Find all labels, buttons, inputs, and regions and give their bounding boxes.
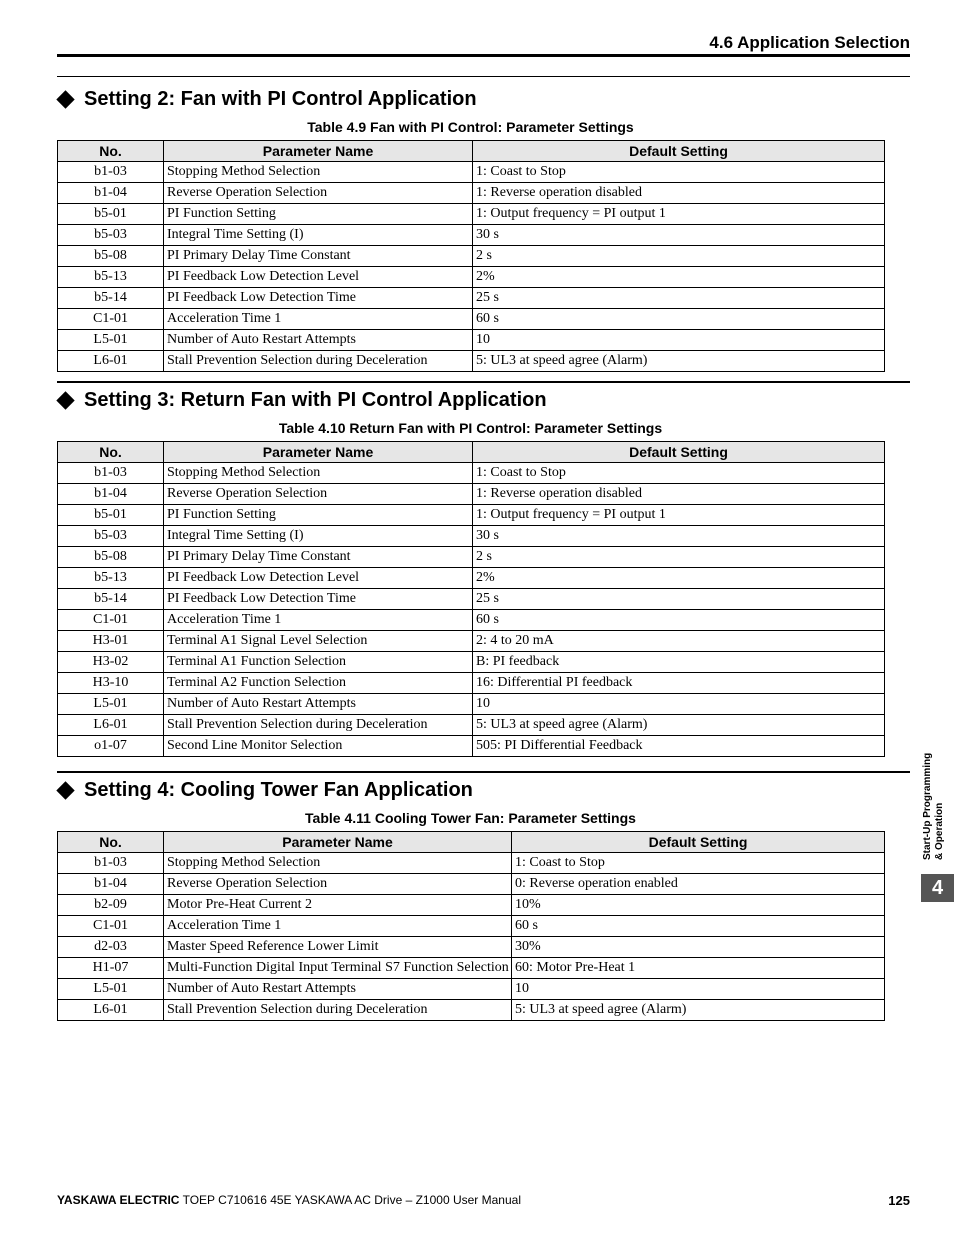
cell-default-setting: 16: Differential PI feedback	[473, 673, 885, 694]
cell-parameter-name: Acceleration Time 1	[164, 610, 473, 631]
section-heading	[57, 387, 910, 413]
cell-default-setting: 10	[512, 979, 885, 1000]
table-row	[58, 526, 885, 547]
table-row	[58, 183, 885, 204]
cell-parameter-name: Terminal A1 Signal Level Selection	[164, 631, 473, 652]
chapter-tab-label-line1: Start-Up Programming	[922, 752, 933, 860]
cell-default-setting: 505: PI Differential Feedback	[473, 736, 885, 757]
cell-parameter-name: PI Primary Delay Time Constant	[164, 547, 473, 568]
cell-parameter-no: b5-14	[58, 288, 164, 309]
cell-default-setting: 2 s	[473, 246, 885, 267]
table-row	[58, 694, 885, 715]
cell-default-setting: 1: Coast to Stop	[473, 463, 885, 484]
cell-default-setting: 1: Reverse operation disabled	[473, 183, 885, 204]
table-row	[58, 505, 885, 526]
cell-default-setting: 1: Coast to Stop	[512, 853, 885, 874]
cell-default-setting: 25 s	[473, 288, 885, 309]
cell-parameter-name: Master Speed Reference Lower Limit	[164, 937, 512, 958]
cell-default-setting: 25 s	[473, 589, 885, 610]
table-row	[58, 225, 885, 246]
cell-parameter-name: PI Function Setting	[164, 505, 473, 526]
cell-parameter-no: b5-08	[58, 246, 164, 267]
cell-parameter-name: Stopping Method Selection	[164, 162, 473, 183]
section-heading-text: Setting 4: Cooling Tower Fan Application	[84, 778, 473, 801]
cell-default-setting: 60 s	[512, 916, 885, 937]
table-row	[58, 631, 885, 652]
table-row	[58, 937, 885, 958]
footer-brand: YASKAWA ELECTRIC	[57, 1193, 180, 1207]
table-row	[58, 652, 885, 673]
cell-default-setting: 5: UL3 at speed agree (Alarm)	[473, 715, 885, 736]
cell-parameter-name: Stall Prevention Selection during Deceleration	[164, 351, 473, 372]
cell-parameter-name: Integral Time Setting (I)	[164, 225, 473, 246]
cell-parameter-no: b5-13	[58, 267, 164, 288]
section-heading	[57, 86, 910, 112]
cell-parameter-name: Reverse Operation Selection	[164, 183, 473, 204]
chapter-number: 4	[931, 876, 944, 899]
column-header-parameter-name: Parameter Name	[164, 141, 473, 162]
diamond-icon	[56, 391, 74, 409]
cell-parameter-no: d2-03	[58, 937, 164, 958]
cell-parameter-name: Integral Time Setting (I)	[164, 526, 473, 547]
chapter-tab[interactable]	[921, 874, 954, 902]
cell-parameter-no: H1-07	[58, 958, 164, 979]
table-row	[58, 916, 885, 937]
cell-parameter-name: Stall Prevention Selection during Deceleration	[164, 715, 473, 736]
cell-parameter-no: C1-01	[58, 916, 164, 937]
cell-parameter-no: b5-01	[58, 204, 164, 225]
table-row	[58, 267, 885, 288]
cell-parameter-name: PI Feedback Low Detection Level	[164, 267, 473, 288]
table-row	[58, 853, 885, 874]
column-header-default-setting: Default Setting	[473, 141, 885, 162]
footer-text: TOEP C710616 45E YASKAWA AC Drive – Z1000 User Manual	[179, 1193, 521, 1207]
table-row	[58, 309, 885, 330]
cell-default-setting: B: PI feedback	[473, 652, 885, 673]
table-row	[58, 204, 885, 225]
table-row	[58, 246, 885, 267]
table-row	[58, 351, 885, 372]
cell-default-setting: 60: Motor Pre-Heat 1	[512, 958, 885, 979]
cell-parameter-name: PI Feedback Low Detection Time	[164, 589, 473, 610]
cell-parameter-no: L6-01	[58, 715, 164, 736]
column-header-default-setting: Default Setting	[512, 832, 885, 853]
cell-parameter-no: L6-01	[58, 351, 164, 372]
cell-default-setting: 1: Output frequency = PI output 1	[473, 505, 885, 526]
cell-parameter-no: L5-01	[58, 330, 164, 351]
cell-parameter-no: b5-03	[58, 526, 164, 547]
cell-default-setting: 30 s	[473, 225, 885, 246]
parameter-table	[57, 831, 885, 1021]
section-heading	[57, 777, 910, 803]
table-row	[58, 484, 885, 505]
cell-parameter-no: H3-10	[58, 673, 164, 694]
cell-parameter-no: b5-14	[58, 589, 164, 610]
cell-parameter-no: L5-01	[58, 979, 164, 1000]
chapter-tab-label	[922, 753, 946, 860]
table-row	[58, 330, 885, 351]
table-row	[58, 568, 885, 589]
table-header-row	[58, 442, 885, 463]
cell-parameter-name: Terminal A1 Function Selection	[164, 652, 473, 673]
cell-parameter-no: b1-04	[58, 183, 164, 204]
parameter-table	[57, 140, 885, 372]
cell-parameter-name: PI Primary Delay Time Constant	[164, 246, 473, 267]
cell-parameter-no: b1-03	[58, 463, 164, 484]
page-footer	[57, 1193, 521, 1207]
cell-parameter-no: b5-01	[58, 505, 164, 526]
cell-parameter-no: H3-02	[58, 652, 164, 673]
table-caption: Table 4.9 Fan with PI Control: Parameter Settings	[307, 119, 634, 135]
table-row	[58, 736, 885, 757]
section-rule	[57, 76, 910, 77]
cell-parameter-no: b1-04	[58, 874, 164, 895]
page-header-title: 4.6 Application Selection	[709, 33, 910, 52]
table-row	[58, 979, 885, 1000]
column-header-no: No.	[58, 442, 164, 463]
table-row	[58, 895, 885, 916]
cell-parameter-no: L6-01	[58, 1000, 164, 1021]
table-caption: Table 4.11 Cooling Tower Fan: Parameter Settings	[305, 810, 636, 826]
page-number: 125	[888, 1193, 910, 1208]
cell-parameter-no: b5-08	[58, 547, 164, 568]
table-row	[58, 1000, 885, 1021]
cell-default-setting: 10	[473, 694, 885, 715]
cell-default-setting: 1: Coast to Stop	[473, 162, 885, 183]
cell-parameter-no: C1-01	[58, 610, 164, 631]
cell-parameter-name: Stall Prevention Selection during Deceleration	[164, 1000, 512, 1021]
cell-parameter-name: Stopping Method Selection	[164, 853, 512, 874]
column-header-parameter-name: Parameter Name	[164, 832, 512, 853]
table-header-row	[58, 141, 885, 162]
table-row	[58, 610, 885, 631]
section-setting-2	[57, 76, 910, 372]
table-row	[58, 288, 885, 309]
table-row	[58, 673, 885, 694]
table-header-row	[58, 832, 885, 853]
cell-parameter-name: Acceleration Time 1	[164, 309, 473, 330]
column-header-no: No.	[58, 141, 164, 162]
cell-parameter-no: b1-03	[58, 853, 164, 874]
section-rule	[57, 771, 910, 773]
table-caption: Table 4.10 Return Fan with PI Control: Parameter Settings	[278, 420, 663, 436]
cell-default-setting: 2%	[473, 568, 885, 589]
cell-parameter-name: Multi-Function Digital Input Terminal S7 Function Selection	[164, 958, 512, 979]
cell-parameter-no: b1-03	[58, 162, 164, 183]
cell-parameter-name: PI Feedback Low Detection Level	[164, 568, 473, 589]
table-row	[58, 463, 885, 484]
table-row	[58, 958, 885, 979]
table-row	[58, 547, 885, 568]
diamond-icon	[56, 90, 74, 108]
column-header-default-setting: Default Setting	[473, 442, 885, 463]
cell-default-setting: 10%	[512, 895, 885, 916]
cell-parameter-name: Reverse Operation Selection	[164, 874, 512, 895]
cell-default-setting: 30%	[512, 937, 885, 958]
chapter-tab-label-line2: & Operation	[934, 802, 945, 860]
cell-default-setting: 30 s	[473, 526, 885, 547]
table-row	[58, 589, 885, 610]
section-setting-4	[57, 771, 910, 1021]
cell-default-setting: 2: 4 to 20 mA	[473, 631, 885, 652]
cell-parameter-name: Number of Auto Restart Attempts	[164, 979, 512, 1000]
cell-default-setting: 10	[473, 330, 885, 351]
table-row	[58, 162, 885, 183]
cell-parameter-name: Second Line Monitor Selection	[164, 736, 473, 757]
section-rule	[57, 381, 910, 383]
cell-parameter-no: C1-01	[58, 309, 164, 330]
header-rule	[57, 54, 910, 57]
cell-default-setting: 2 s	[473, 547, 885, 568]
column-header-no: No.	[58, 832, 164, 853]
cell-parameter-name: PI Feedback Low Detection Time	[164, 288, 473, 309]
cell-parameter-name: Number of Auto Restart Attempts	[164, 694, 473, 715]
cell-parameter-name: Reverse Operation Selection	[164, 484, 473, 505]
cell-parameter-no: H3-01	[58, 631, 164, 652]
parameter-table	[57, 441, 885, 757]
cell-default-setting: 60 s	[473, 610, 885, 631]
cell-parameter-name: Stopping Method Selection	[164, 463, 473, 484]
table-row	[58, 874, 885, 895]
cell-parameter-name: Number of Auto Restart Attempts	[164, 330, 473, 351]
cell-default-setting: 2%	[473, 267, 885, 288]
section-heading-text: Setting 3: Return Fan with PI Control Application	[84, 388, 547, 411]
cell-parameter-no: b5-13	[58, 568, 164, 589]
cell-parameter-name: PI Function Setting	[164, 204, 473, 225]
table-row	[58, 715, 885, 736]
cell-parameter-no: o1-07	[58, 736, 164, 757]
cell-default-setting: 5: UL3 at speed agree (Alarm)	[512, 1000, 885, 1021]
cell-parameter-no: b1-04	[58, 484, 164, 505]
cell-default-setting: 1: Output frequency = PI output 1	[473, 204, 885, 225]
section-setting-3	[57, 381, 910, 757]
section-heading-text: Setting 2: Fan with PI Control Application	[84, 87, 477, 110]
cell-default-setting: 1: Reverse operation disabled	[473, 484, 885, 505]
cell-default-setting: 60 s	[473, 309, 885, 330]
column-header-parameter-name: Parameter Name	[164, 442, 473, 463]
cell-parameter-no: L5-01	[58, 694, 164, 715]
cell-parameter-name: Terminal A2 Function Selection	[164, 673, 473, 694]
cell-parameter-no: b2-09	[58, 895, 164, 916]
cell-parameter-no: b5-03	[58, 225, 164, 246]
cell-parameter-name: Acceleration Time 1	[164, 916, 512, 937]
diamond-icon	[56, 781, 74, 799]
cell-default-setting: 0: Reverse operation enabled	[512, 874, 885, 895]
cell-parameter-name: Motor Pre-Heat Current 2	[164, 895, 512, 916]
cell-default-setting: 5: UL3 at speed agree (Alarm)	[473, 351, 885, 372]
